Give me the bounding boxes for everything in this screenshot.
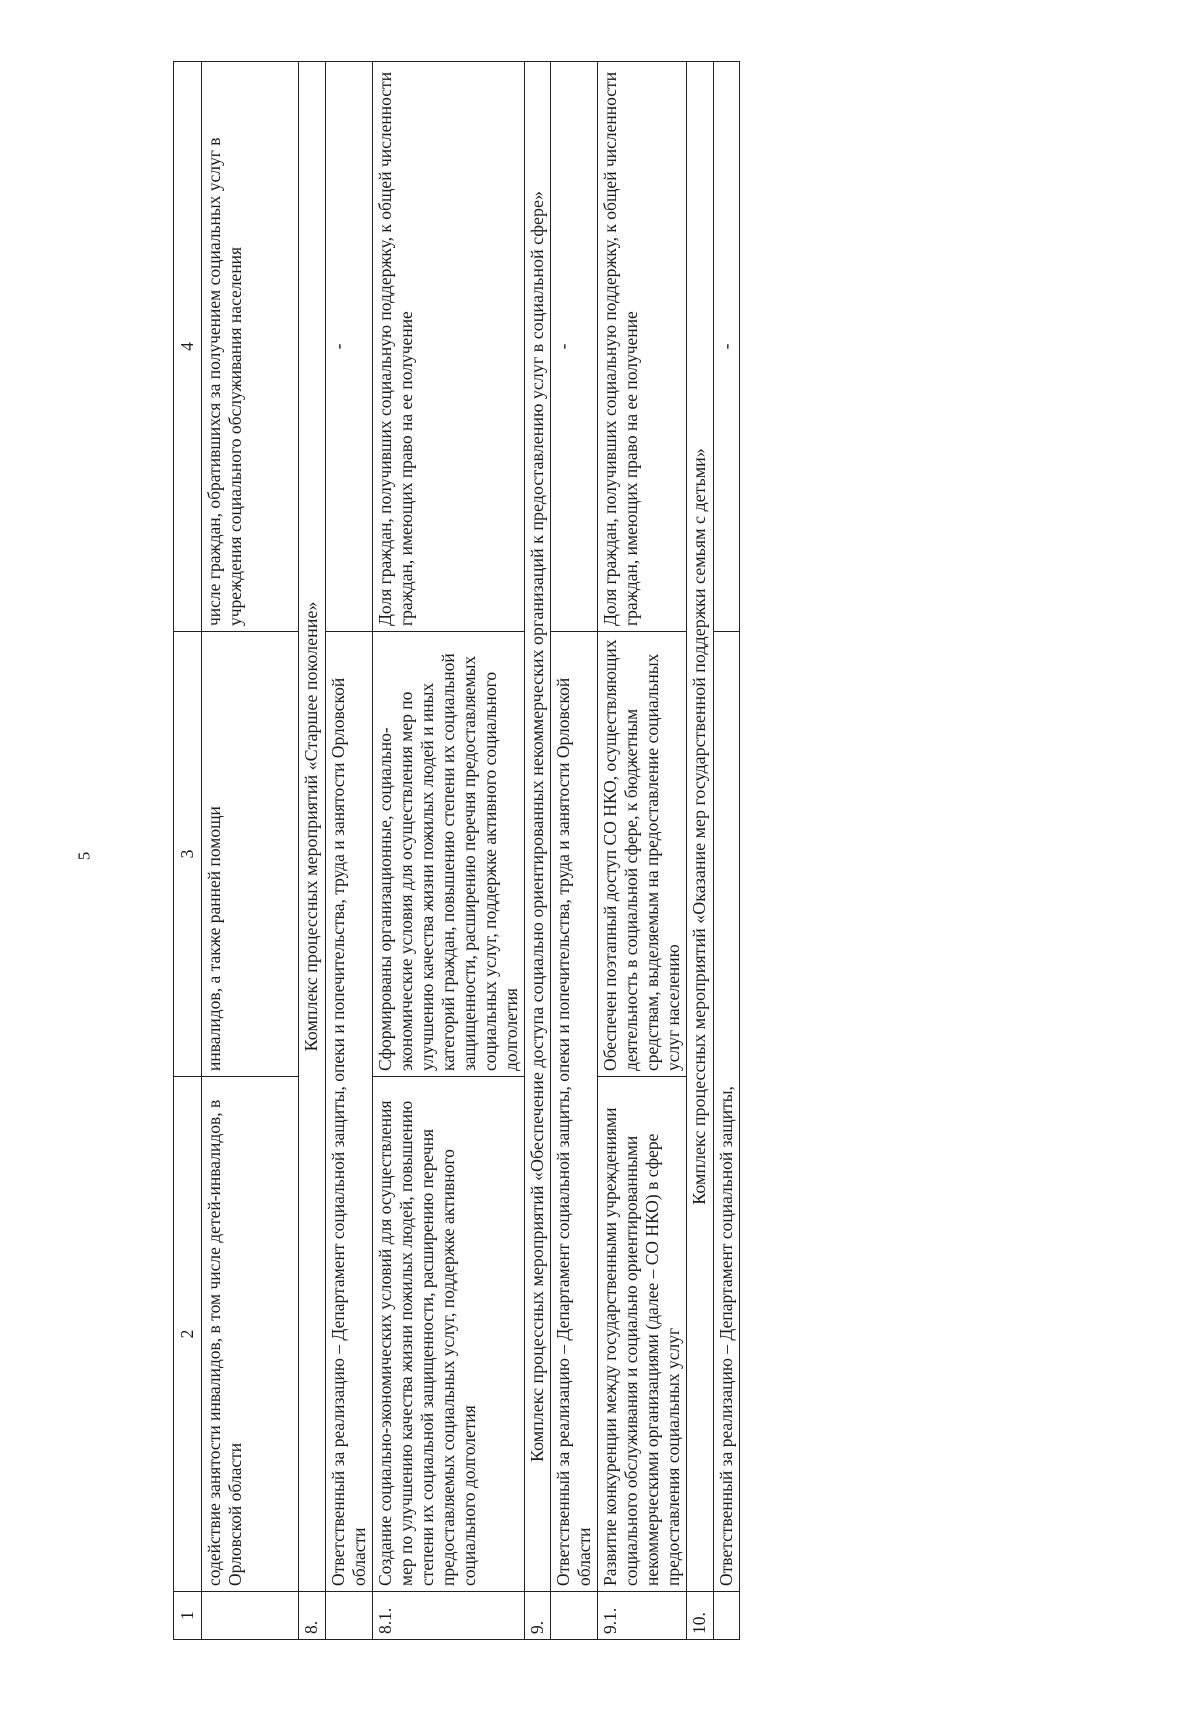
responsible-row [325,62,372,1640]
header-col-4: 4 [174,62,202,632]
measures-table [173,61,740,1640]
indicator-cell: Доля граждан, получивших социальную поддержку, к общей численности граждан, имеющих право на ее получение [598,62,687,632]
section-number: 8. [299,1592,326,1640]
row-number: 9.1. [598,1592,687,1640]
page-number: 5 [74,851,94,861]
section-title: Комплекс процессных мероприятий «Обеспечение доступа социально ориентированных некоммерческих организаций к предоставлению услуг в социальной сфере» [524,62,551,1592]
header-col-3: 3 [174,632,202,1077]
dash-cell: - [325,62,372,632]
dash-cell: - [551,62,598,632]
section-row [524,62,551,1640]
task-cell: содействие занятости инвалидов, в том числе детей-инвалидов, в Орловской области [202,1077,299,1592]
section-row [687,62,714,1640]
section-number: 9. [524,1592,551,1640]
table-row [598,62,687,1640]
header-col-2: 2 [174,1077,202,1592]
section-number: 10. [687,1592,714,1640]
header-row [174,62,202,1640]
row-number: 8.1. [372,1592,524,1640]
result-cell: инвалидов, а также ранней помощи [202,632,299,1077]
header-col-1: 1 [174,1592,202,1640]
result-cell: Обеспечен поэтапный доступ СО НКО, осуществляющих деятельность в социальной сфере, к бюджетным средствам, выделяемым на предоставление социальных услуг населению [598,632,687,1077]
indicator-cell: числе граждан, обратившихся за получением социальных услуг в учреждения социального обслуживания населения [202,62,299,632]
table-row [202,62,299,1640]
section-title: Комплекс процессных мероприятий «Оказание мер государственной поддержки семьям с детьми» [687,62,714,1592]
task-cell: Развитие конкуренции между государственными учреждениями социального обслуживания и социально ориентированными некоммерческими организациями (далее – СО НКО) в сфере предоставления социальных услуг [598,1077,687,1592]
responsible-cell: Ответственный за реализацию – Департамент социальной защиты, опеки и попечительства, труда и занятости Орловской области [551,632,598,1592]
indicator-cell: Доля граждан, получивших социальную поддержку, к общей численности граждан, имеющих право на ее получение [372,62,524,632]
responsible-row [713,62,739,1640]
section-title: Комплекс процессных мероприятий «Старшее поколение» [299,62,326,1592]
rotated-table-container [173,62,1073,1640]
responsible-cell: Ответственный за реализацию – Департамент социальной защиты, опеки и попечительства, труда и занятости Орловской области [325,632,372,1592]
table-row [372,62,524,1640]
dash-cell: - [713,62,739,632]
section-row [299,62,326,1640]
result-cell: Сформированы организационные, социально-экономические условия для осуществления мер по улучшению качества жизни пожилых людей и иных категорий граждан, повышению степени их социальной защищенности, расширению перечня предоставляемых социальных услуг, поддержке активного социального долголетия [372,632,524,1077]
task-cell: Создание социально-экономических условий для осуществления мер по улучшению качества жизни пожилых людей, повышению степени их социальной защищенности, расширению перечня предоставляемых социальных услуг, поддержке активного социального долголетия [372,1077,524,1592]
responsible-cell: Ответственный за реализацию – Департамент социальной защиты, [713,632,739,1592]
responsible-row [551,62,598,1640]
